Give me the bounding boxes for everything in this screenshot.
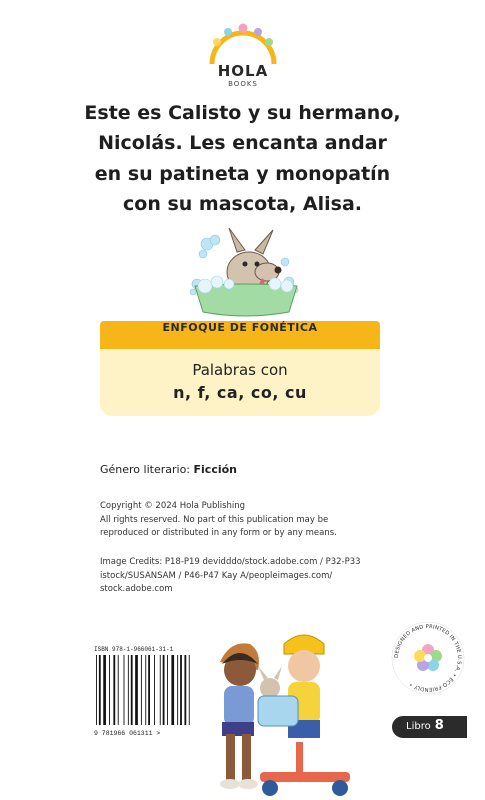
blurb-line: Nicolás. Les encanta andar [98,132,387,155]
genre-line [100,463,237,476]
barcode-block [94,646,194,737]
genre-label: Género literario: [100,463,191,476]
dog-bath-illustration [185,222,305,322]
barcode-bar [167,655,168,725]
barcode-bar [171,655,174,725]
phonics-header: ENFOQUE DE FONÉTICA [100,321,380,349]
copyright-line: Copyright © 2024 Hola Publishing [100,501,246,511]
logo-wordmark: HOLA [217,62,269,80]
credit-line: stock.adobe.com [100,584,173,595]
barcode-bar [184,655,186,725]
book-number-badge [392,716,467,738]
barcode-bar [180,655,182,725]
barcode-bar [135,655,138,725]
barcode-bar [118,655,119,725]
rights-line: All rights reserved. No part of this publication may be [100,514,329,525]
phonics-focus-box [100,321,380,416]
logo-subtitle: BOOKS [228,80,258,88]
barcode-bar [189,655,190,725]
logo-rainbow-icon [200,18,286,68]
barcode-bar [154,655,155,725]
blurb-line: Este es Calisto y su hermano, [84,102,401,124]
back-cover-blurb [60,98,425,220]
barcode-bar [131,655,133,725]
genre-value: Ficción [193,463,237,476]
isbn-text: ISBN 978-1-966061-31-1 [94,646,174,653]
barcode-bar [109,655,110,725]
phonics-sounds: n, f, ca, co, cu [173,383,307,402]
barcode-bar [163,655,165,725]
eco-ring-text: DESIGNED AND PRINTED IN THE U.S.A. • ECO FRIENDLY • [393,623,463,693]
phonics-body [100,349,380,416]
blurb-line: con su mascota, Alisa. [123,193,362,216]
barcode-bar [96,655,97,725]
barcode-bar [99,655,101,725]
barcode-bar [128,655,129,725]
barcode-bar [160,655,161,725]
barcode-bar [145,655,146,725]
barcode-number: 9 781966 061311 > [94,730,161,737]
barcode-bar [141,655,142,725]
rights-line: reproduced or distributed in any form or by any means. [100,528,337,539]
barcode-bar [148,655,150,725]
credit-line: Image Credits: P18-P19 devidddo/stock.adobe.com / P32-P33 [100,557,361,567]
eco-friendly-badge [388,618,468,698]
kids-scooter-illustration [200,622,360,797]
hola-books-logo [200,18,286,94]
barcode-icon [94,655,194,725]
blurb-line: en su patineta y monopatín [94,162,391,185]
barcode-bar [113,655,115,725]
barcode-bar [177,655,178,725]
image-credits [100,556,400,597]
phonics-intro: Palabras con [192,361,288,379]
credit-line: istock/SUSANSAM / P46-P47 Kay A/peopleimages.com/ [100,570,333,581]
book-number: 8 [434,718,444,733]
book-label: Libro [406,721,431,732]
barcode-bar [124,655,125,725]
barcode-bar [103,655,106,725]
copyright-block [100,500,390,541]
